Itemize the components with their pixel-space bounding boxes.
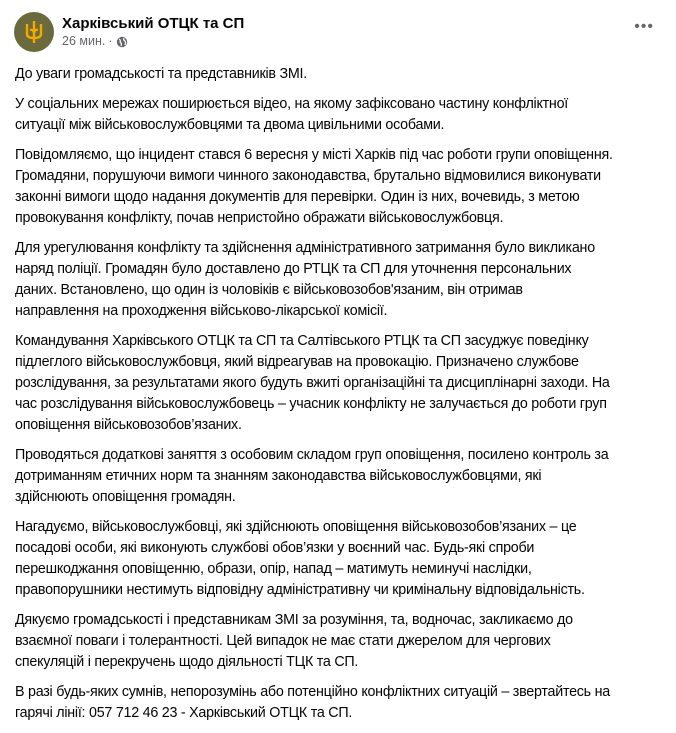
globe-icon bbox=[116, 36, 128, 48]
paragraph-line: наряд поліції. Громадян було доставлено до РТЦК та СП для уточнення персональних bbox=[15, 261, 572, 277]
paragraph-line: Громадяни, порушуючи вимоги чинного законодавства, брутально відмовилися виконувати bbox=[15, 168, 601, 184]
paragraph-line: даних. Встановлено, що один із чоловіків є військовозобов'язаним, він отримав bbox=[15, 282, 523, 298]
post-paragraph bbox=[15, 64, 665, 85]
paragraph-line: перешкоджання оповіщенню, образи, опір, напад – матимуть неминучі наслідки, bbox=[15, 561, 532, 577]
paragraph-line: оповіщення військовозобов’язаних. bbox=[15, 417, 242, 433]
paragraph-line: У соціальних мережах поширюється відео, на якому зафіксовано частину конфліктної bbox=[15, 96, 568, 112]
trident-icon bbox=[25, 20, 43, 44]
paragraph-line: законні вимоги щодо надання документів для перевірки. Один із них, вочевидь, з метою bbox=[15, 189, 580, 205]
more-options-button[interactable] bbox=[634, 18, 654, 36]
post-paragraph bbox=[15, 331, 665, 436]
separator: · bbox=[108, 34, 113, 48]
paragraph-line: гарячі лінії: 057 712 46 23 - Харківський ОТЦК та СП. bbox=[15, 705, 353, 721]
paragraph-line: взаємної поваги і толерантності. Цей випадок не має стати джерелом для чергових bbox=[15, 633, 551, 649]
post-header bbox=[14, 12, 244, 52]
paragraph-line: Проводяться додаткові заняття з особовим складом груп оповіщення, посилено контроль за bbox=[15, 447, 609, 463]
paragraph-line: підлеглого військовослужбовця, який відреагував на провокацію. Призначено службове bbox=[15, 354, 579, 370]
post-paragraph bbox=[15, 238, 665, 322]
paragraph-line: Дякуємо громадськості і представникам ЗМІ за розуміння, та, водночас, закликаємо до bbox=[15, 612, 573, 628]
paragraph-line: здійснюють оповіщення громадян. bbox=[15, 489, 236, 505]
post-paragraph bbox=[15, 145, 665, 229]
paragraph-line: В разі будь-яких сумнів, непорозумінь або потенційно конфліктних ситуацій – звертайтесь на bbox=[15, 684, 610, 700]
page-name-link[interactable]: Харківський ОТЦК та СП bbox=[62, 15, 245, 32]
paragraph-line: посадові особи, які виконують службові обов’язки у воєнний час. Будь-які спроби bbox=[15, 540, 535, 556]
post-paragraph bbox=[15, 610, 665, 673]
more-horizontal-icon: ••• bbox=[634, 18, 654, 35]
page-avatar[interactable] bbox=[14, 12, 54, 52]
post-paragraph bbox=[15, 94, 665, 136]
paragraph-line: направлення на проходження військово-лікарської комісії. bbox=[15, 303, 388, 319]
paragraph-line: Для урегулювання конфлікту та здійснення адміністративного затримання було викликано bbox=[15, 240, 595, 256]
paragraph-line: Повідомляємо, що інцидент стався 6 вересня у місті Харків під час роботи групи оповіщення. bbox=[15, 147, 613, 163]
paragraph-line: час розслідування військовослужбовець – учасник конфлікту не залучається до роботи груп bbox=[15, 396, 607, 412]
paragraph-line: дотриманням етичних норм та знанням законодавства військовослужбовцями, які bbox=[15, 468, 542, 484]
post-timestamp[interactable]: 26 мин. bbox=[62, 34, 106, 48]
paragraph-line: Нагадуємо, військовослужбовці, які здійснюють оповіщення військовозобов’язаних – це bbox=[15, 519, 577, 535]
post-paragraph bbox=[15, 682, 665, 724]
paragraph-line: провокування конфлікту, почав непристойно ображати військовослужбовця. bbox=[15, 210, 504, 226]
post-paragraph bbox=[15, 445, 665, 508]
paragraph-line: правопорушники нестимуть відповідну адміністративну чи кримінальну відповідальність. bbox=[15, 582, 585, 598]
post-paragraph bbox=[15, 517, 665, 601]
paragraph-line: ситуації між військовослужбовцями та двома цивільними особами. bbox=[15, 117, 445, 133]
paragraph-line: спекуляцій і перекручень щодо діяльності ТЦК та СП. bbox=[15, 654, 359, 670]
paragraph-line: До уваги громадськості та представників ЗМІ. bbox=[15, 66, 307, 82]
paragraph-line: Командування Харківського ОТЦК та СП та Салтівського РТЦК та СП засуджує поведінку bbox=[15, 333, 589, 349]
paragraph-line: розслідування, за результатами якого будуть вжиті організаційні та дисциплінарні заходи. На bbox=[15, 375, 610, 391]
post-text bbox=[15, 64, 665, 733]
